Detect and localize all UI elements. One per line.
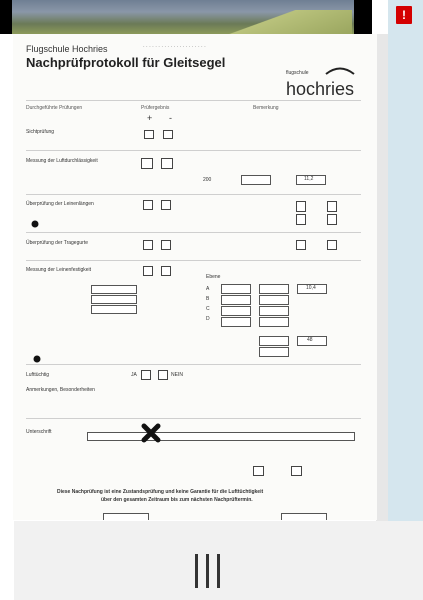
remarks-label: Anmerkungen, Besonderheiten — [26, 387, 95, 393]
next-date-field — [281, 513, 327, 520]
recent-apps-bar — [206, 554, 209, 588]
grid-cell — [221, 317, 251, 327]
porosity-field-1 — [241, 175, 271, 185]
check-porosity-minus — [161, 158, 173, 169]
lines-box-4 — [327, 214, 337, 225]
recent-apps-bar — [217, 554, 220, 588]
recent-apps-icon[interactable] — [191, 554, 224, 590]
check-strength-plus — [143, 266, 153, 276]
divider — [26, 150, 361, 151]
minus-mark: - — [169, 113, 172, 123]
dot-icon — [33, 355, 41, 363]
grid-cell — [259, 336, 289, 346]
footer-line-1: Diese Nachprüfung ist eine Zustandsprüfung und keine Garantie für die Lufttüchtigkeit — [57, 489, 264, 495]
col-notes: Bemerkung — [253, 105, 279, 111]
check-lines-minus — [161, 200, 171, 210]
strength-field-b — [91, 295, 137, 304]
divider — [26, 418, 361, 419]
landscape-photo — [12, 0, 354, 34]
grid-cell — [221, 306, 251, 316]
row-c: C — [206, 306, 210, 312]
photo-strip — [0, 0, 423, 34]
page-edge — [376, 34, 388, 525]
logo-small: flugschule — [286, 70, 309, 76]
lines-box-3 — [296, 214, 306, 225]
header-divider — [26, 100, 361, 101]
check-porosity-plus — [141, 158, 153, 169]
side-panel — [388, 0, 423, 525]
row-b: B — [206, 296, 210, 302]
school-name: Flugschule Hochries — [26, 44, 108, 54]
check-strength-minus — [161, 266, 171, 276]
divider — [26, 364, 361, 365]
grid-cell — [221, 284, 251, 294]
check-risers-plus — [143, 240, 153, 250]
item-porosity: Messung der Luftdurchlässigkeit — [26, 158, 98, 164]
signature-scale — [87, 432, 355, 441]
result-label: Lufttüchtig — [26, 372, 50, 378]
ebene-label: Ebene — [206, 274, 221, 280]
check-ja — [141, 370, 151, 380]
recent-apps-bar — [195, 554, 198, 588]
check-risers-minus — [161, 240, 171, 250]
document-page[interactable] — [13, 34, 377, 520]
check-visual-plus — [144, 130, 154, 139]
ja-label: JA — [131, 372, 137, 378]
nein-label: NEIN — [171, 372, 183, 378]
row-a: A — [206, 286, 210, 292]
lines-box-1 — [296, 201, 306, 212]
divider — [26, 232, 361, 233]
item-lines: Überprüfung der Leinenlängen — [26, 201, 94, 207]
grid-cell — [221, 295, 251, 305]
address-text: · · · · · · · · · · · · · · · · · · · · · — [143, 44, 206, 50]
risers-box-1 — [296, 240, 306, 250]
lines-box-2 — [327, 201, 337, 212]
check-nein — [158, 370, 168, 380]
strength-field-c — [91, 305, 137, 314]
footer-line-2: über den gesamten Zeitraum bis zum nächsten Nachprüftermin. — [101, 497, 253, 503]
check-lines-plus — [143, 200, 153, 210]
grid-cell — [259, 306, 289, 316]
divider — [26, 194, 361, 195]
alert-icon[interactable]: ! — [396, 6, 412, 24]
document-title: Nachprüfprotokoll für Gleitsegel — [26, 55, 226, 70]
risers-box-2 — [327, 240, 337, 250]
item-strength: Messung der Leinenfestigkeit — [26, 267, 92, 273]
photo-border-right — [354, 0, 372, 34]
logo-hochries: hochries — [286, 79, 355, 99]
item-visual: Sichtprüfung — [26, 129, 55, 135]
logo-wing-icon — [325, 65, 355, 75]
check-final-1 — [253, 466, 264, 476]
plus-mark: + — [147, 113, 153, 123]
value-b: 48 — [307, 337, 313, 343]
grid-cell — [259, 295, 289, 305]
col-status: Prüfergebnis — [141, 105, 170, 111]
dot-icon — [31, 220, 39, 228]
divider — [26, 260, 361, 261]
signature-label: Unterschrift — [26, 429, 52, 435]
value-a: 10,4 — [306, 285, 316, 291]
item-risers: Überprüfung der Tragegurte — [26, 240, 88, 246]
row-d: D — [206, 316, 210, 322]
grid-cell — [259, 347, 289, 357]
photo-border-left — [0, 0, 12, 34]
grid-cell — [259, 284, 289, 294]
close-x-mark-icon — [141, 423, 161, 443]
grid-cell — [259, 317, 289, 327]
porosity-right: 11,2 — [304, 176, 314, 182]
date-field — [103, 513, 149, 520]
section-check: Durchgeführte Prüfungen — [26, 105, 83, 111]
check-final-2 — [291, 466, 302, 476]
check-visual-minus — [163, 130, 173, 139]
strength-field-a — [91, 285, 137, 294]
porosity-left: 200 — [203, 177, 212, 183]
